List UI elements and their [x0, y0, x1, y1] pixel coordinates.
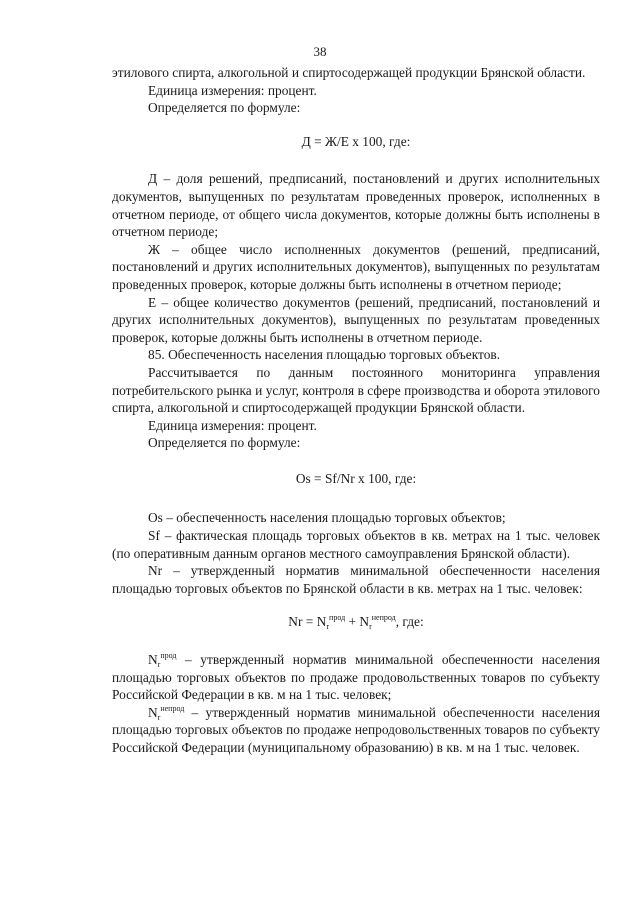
- formula-d: Д = Ж/Е х 100, где:: [301, 133, 411, 149]
- formula-nr-sup2: непрод: [371, 613, 396, 623]
- paragraph-formula-intro: Определяется по формуле:: [148, 100, 301, 116]
- formula-nr-plus: + N: [345, 614, 370, 630]
- nr-neprod-sub: r: [157, 712, 161, 722]
- nr-neprod-sup: непрод: [160, 703, 185, 713]
- paragraph-formula-intro-2: Определяется по формуле:: [148, 435, 301, 451]
- document-body: [112, 64, 600, 757]
- nr-neprod-text: – утвержденный норматив минимальной обеспеченности населения площадью торговых объектов по продаже непродовольственных товаров по субъекту Российской Федерации (муниципальному образованию) в кв. м на 1 тыс. человек.: [112, 704, 600, 755]
- section-85-heading: 85. Обеспеченность населения площадью торговых объектов.: [148, 347, 501, 363]
- definition-zh: Ж – общее число исполненных документов (решений, предписаний, постановлений и других исполнительных документов), выпущенных по результатам проведенных проверок, которые должны быть исполнены в отчетном периоде;: [112, 241, 600, 292]
- definition-d: Д – доля решений, предписаний, постановлений и других исполнительных документов, выпущенных по результатам проведенных проверок, исполненных в отчетном периоде, от общего числа документов, которые должны быть исполнены в отчетном периоде;: [112, 171, 600, 240]
- formula-nr-tail: , где:: [395, 614, 424, 630]
- paragraph-monitoring: Рассчитывается по данным постоянного мониторинга управления потребительского рынка и услуг, контроля в сфере производства и оборота этилового спирта, алкогольной и спиртосодержащей продукции Брянской области.: [112, 364, 600, 416]
- page-number: 38: [313, 44, 327, 59]
- paragraph-1: этилового спирта, алкогольной и спиртосодержащей продукции Брянской области.: [112, 65, 586, 80]
- formula-nr-lhs: Nr = N: [288, 614, 327, 630]
- formula-nr-sup1: прод: [329, 613, 346, 623]
- formula-os: Os = Sf/Nr х 100, где:: [295, 470, 417, 486]
- formula-nr-sub1: r: [326, 622, 330, 632]
- definition-e: Е – общее количество документов (решений, предписаний, постановлений и других исполнительных документов), выпущенных по результатам проведенных проверок, которые должны быть исполнены в отчетном периоде.: [112, 294, 600, 345]
- definition-nr-neprod: [112, 704, 600, 757]
- definition-nr: Nr – утвержденный норматив минимальной обеспеченности населения площадью торговых объектов по Брянской области в кв. метрах на 1 тыс. человек:: [112, 563, 600, 596]
- nr-neprod-symbol: N: [148, 704, 158, 720]
- nr-prod-symbol: N: [148, 652, 158, 668]
- nr-prod-sub: r: [157, 660, 161, 670]
- formula-nr-sub2: r: [369, 622, 372, 632]
- formula-nr: [112, 613, 600, 631]
- paragraph-unit: Единица измерения: процент.: [148, 82, 317, 98]
- paragraph-unit-2: Единица измерения: процент.: [148, 417, 317, 433]
- definition-nr-prod: [112, 651, 600, 704]
- nr-prod-text: – утвержденный норматив минимальной обеспеченности населения площадью торговых объектов по продаже продовольственных товаров по субъекту Российской Федерации в кв. м на 1 тыс. человек;: [112, 652, 600, 703]
- definition-os: Os – обеспеченность населения площадью торговых объектов;: [148, 510, 506, 526]
- definition-sf: Sf – фактическая площадь торговых объектов в кв. метрах на 1 тыс. человек (по оперативным данным органов местного самоуправления Брянской области).: [112, 528, 600, 561]
- nr-prod-sup: прод: [160, 651, 177, 661]
